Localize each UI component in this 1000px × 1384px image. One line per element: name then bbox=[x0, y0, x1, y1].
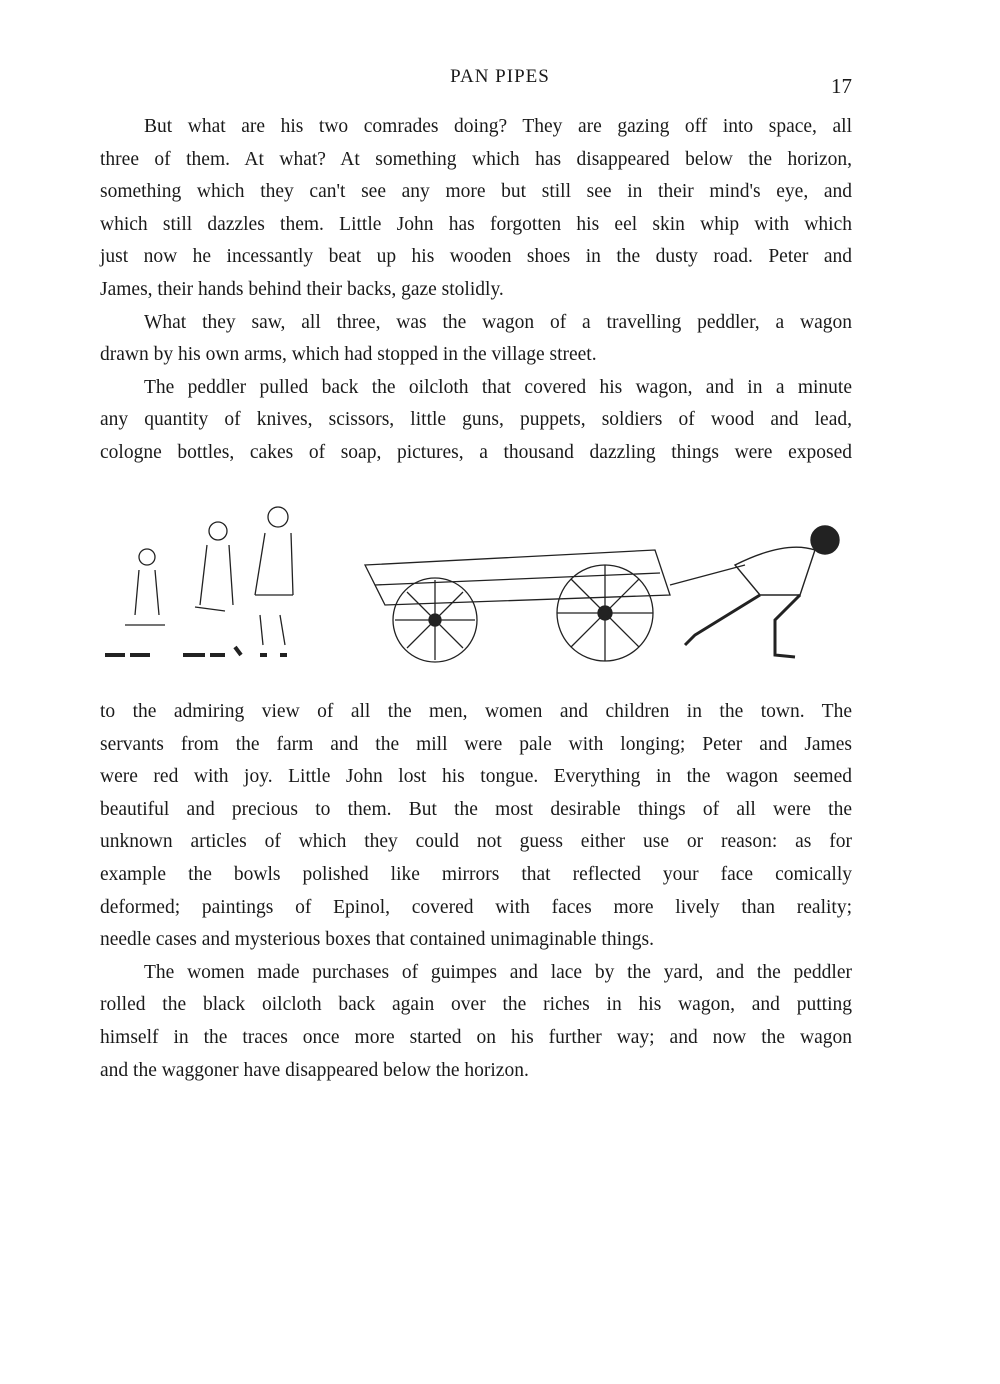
text-line: just now he incessantly beat up his wooden shoes in the dusty road. Peter and bbox=[100, 246, 852, 268]
text-line: deformed; paintings of Epinol, covered with faces more lively than reality; bbox=[100, 896, 852, 918]
text-line: But what are his two comrades doing? They are gazing off into space, all bbox=[144, 116, 852, 137]
text-line: beautiful and precious to them. But the most desirable things of all were the bbox=[100, 798, 852, 820]
text-line: unknown articles of which they could not guess either use or reason: as for bbox=[100, 831, 852, 853]
text-line: himself in the traces once more started on his further way; and now the wagon bbox=[100, 1026, 852, 1048]
paragraph bbox=[100, 111, 852, 307]
wagon-drawing bbox=[365, 550, 745, 662]
paragraph bbox=[100, 372, 852, 470]
text-block-top bbox=[100, 111, 852, 470]
text-line: needle cases and mysterious boxes that contained unimaginable things. bbox=[100, 929, 654, 951]
text-line: The peddler pulled back the oilcloth that covered his wagon, and in a minute bbox=[144, 376, 852, 398]
text-line: cologne bottles, cakes of soap, pictures, a thousand dazzling things were exposed bbox=[100, 441, 852, 463]
illustration-peddler-wagon bbox=[95, 495, 865, 670]
running-title: PAN PIPES bbox=[450, 66, 550, 87]
paragraph bbox=[100, 307, 852, 372]
text-line: example the bowls polished like mirrors that reflected your face comically bbox=[100, 863, 852, 885]
text-line: servants from the farm and the mill were pale with longing; Peter and James bbox=[100, 733, 852, 755]
text-block-bottom bbox=[100, 696, 852, 1087]
page-number: 17 bbox=[831, 74, 852, 98]
text-line: three of them. At what? At something which has disappeared below the horizon, bbox=[100, 148, 852, 170]
text-line: James, their hands behind their backs, gaze stolidly. bbox=[100, 278, 504, 300]
text-line: which still dazzles them. Little John has forgotten his eel skin whip with which bbox=[100, 213, 852, 235]
paragraph bbox=[100, 957, 852, 1087]
text-line: and the waggoner have disappeared below the horizon. bbox=[100, 1059, 529, 1081]
text-line: drawn by his own arms, which had stopped in the village street. bbox=[100, 344, 597, 366]
page-header bbox=[0, 66, 1000, 96]
text-line: rolled the black oilcloth back again over the riches in his wagon, and putting bbox=[100, 994, 852, 1016]
text-line: What they saw, all three, was the wagon of a travelling peddler, a wagon bbox=[144, 311, 852, 333]
text-line: any quantity of knives, scissors, little guns, puppets, soldiers of wood and lead, bbox=[100, 409, 852, 431]
three-children-figures bbox=[105, 507, 293, 655]
peddler-figure bbox=[685, 526, 839, 657]
text-line: The women made purchases of guimpes and lace by the yard, and the peddler bbox=[144, 961, 852, 983]
text-line: something which they can't see any more but still see in their mind's eye, and bbox=[100, 181, 852, 203]
text-line: were red with joy. Little John lost his tongue. Everything in the wagon seemed bbox=[100, 766, 852, 788]
paragraph bbox=[100, 696, 852, 957]
text-line: to the admiring view of all the men, women and children in the town. The bbox=[100, 701, 852, 722]
